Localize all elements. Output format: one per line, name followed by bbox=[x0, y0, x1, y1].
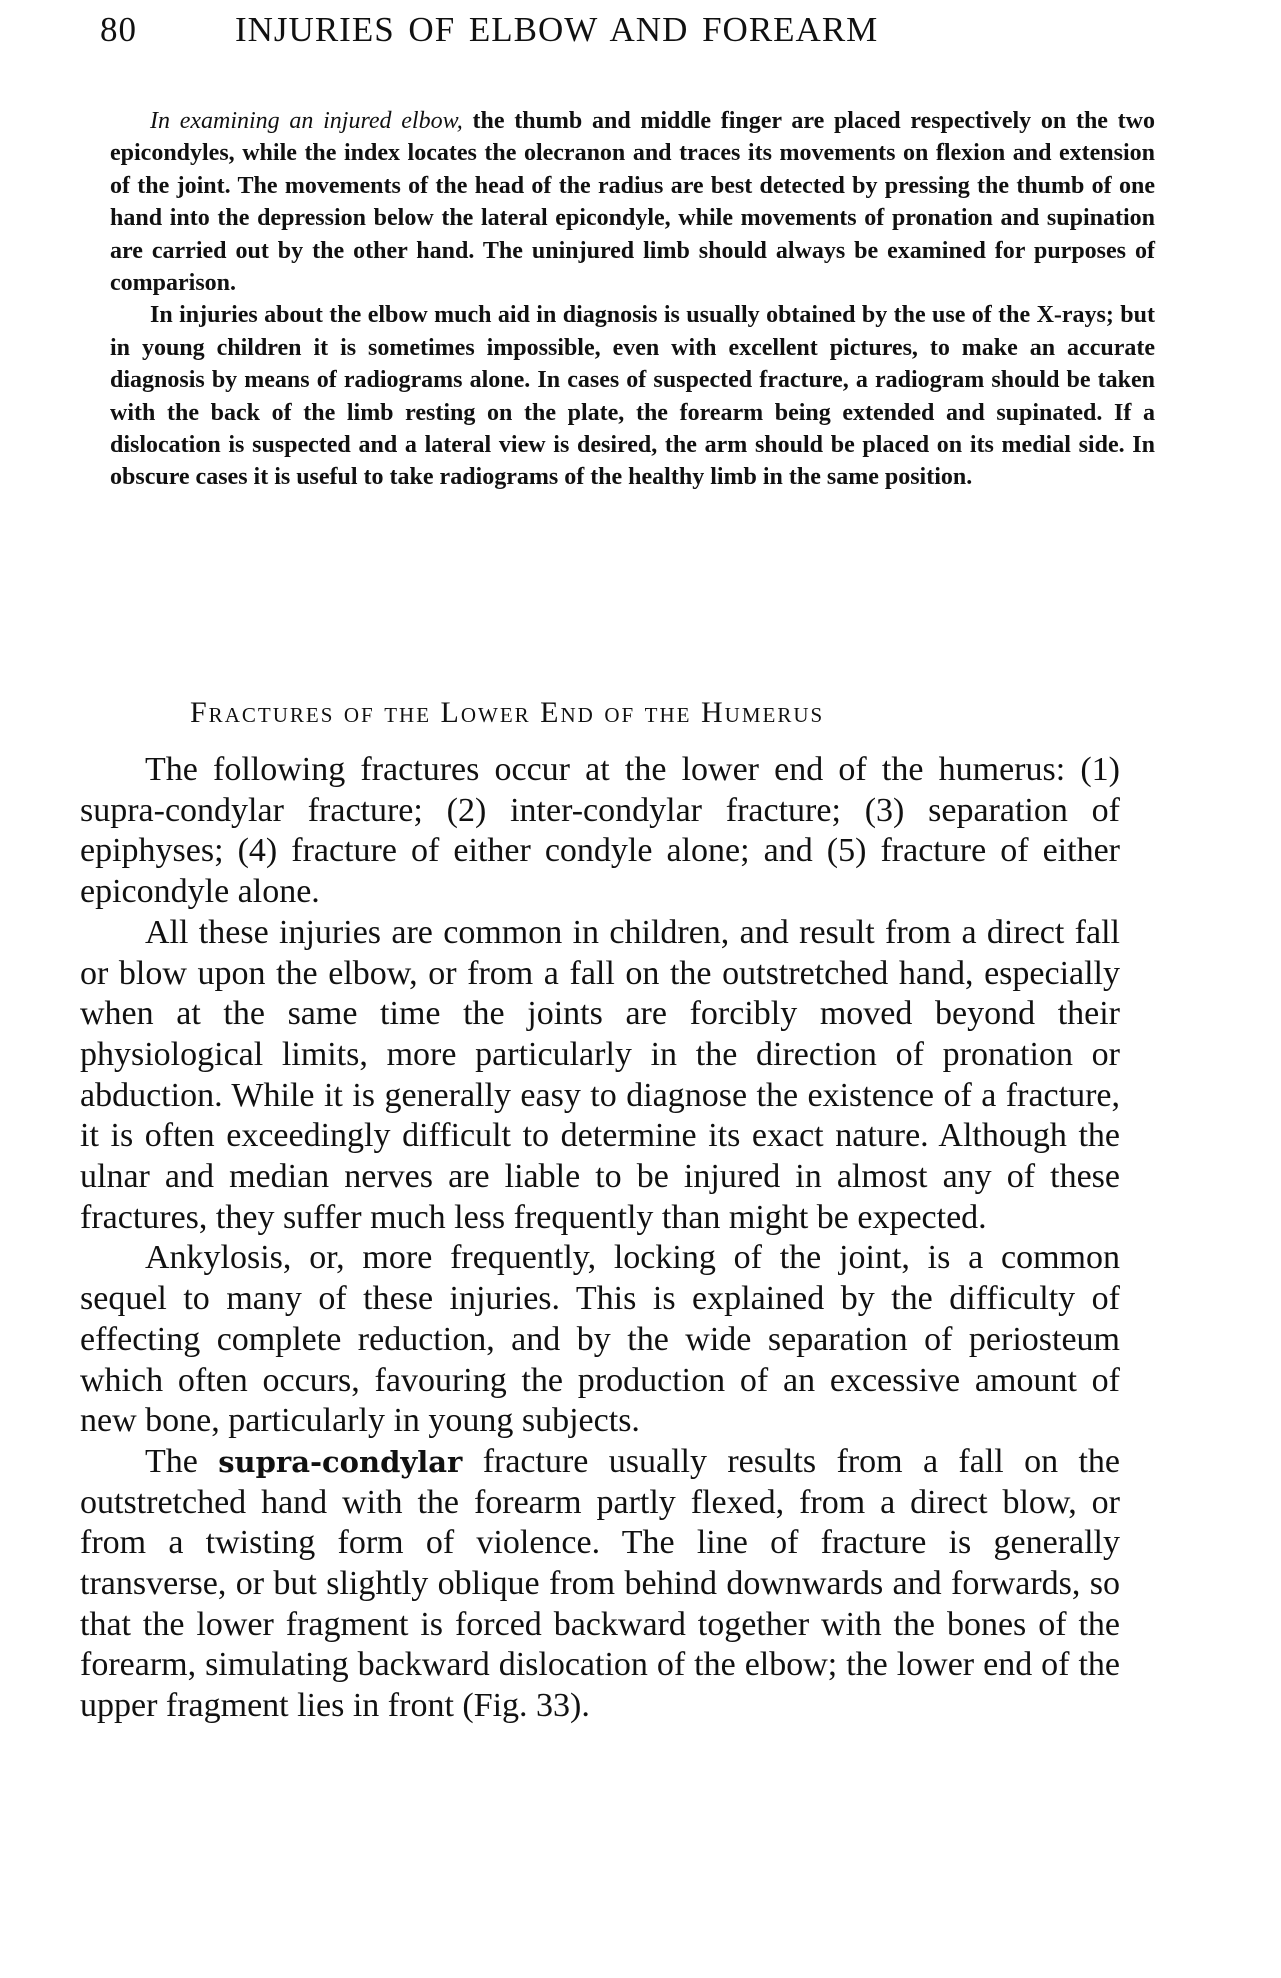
supra-condylar-paragraph bbox=[80, 1442, 1120, 1727]
section-heading: Fractures of the Lower End of the Humerus bbox=[190, 696, 825, 729]
page-number: 80 bbox=[100, 10, 137, 49]
examination-section bbox=[110, 105, 1155, 494]
italic-lead-phrase: In examining an injured elbow, bbox=[150, 108, 463, 134]
bold-term: supra-condylar bbox=[218, 1444, 463, 1479]
paragraph-lead: The bbox=[145, 1442, 219, 1480]
fracture-types-paragraph: The following fractures occur at the lower end of the humerus: (1) supra-condylar fracture; (2) inter-condylar fracture; (3) separation of epiphyses; (4) fracture of either condyle alone; and (5) fracture of either epicondyle alone. bbox=[80, 751, 1120, 911]
chapter-title: INJURIES OF ELBOW AND FOREARM bbox=[235, 10, 879, 49]
paragraph-text: fracture usually results from a fall on the outstretched hand with the forearm partly flexed, from a direct blow, or from a twisting form of violence. The line of fracture is generally transverse, or but slightly oblique from behind downwards and forwards, so that the lower fragment is forced backward together with the bones of the forearm, simulating backward dislocation of the elbow; the lower end of the upper fragment lies in front (Fig. 33). bbox=[80, 1442, 1120, 1725]
causes-paragraph: All these injuries are common in children, and result from a direct fall or blow upon the elbow, or from a fall on the outstretched hand, especially when at the same time the joints are forcibly moved beyond their physiological limits, more particularly in the direction of pronation or abduction. While it is generally easy to diagnose the existence of a fracture, it is often exceedingly difficult to determine its exact nature. Although the ulnar and median nerves are liable to be injured in almost any of these fractures, they suffer much less frequently than might be expected. bbox=[80, 913, 1120, 1236]
xray-paragraph: In injuries about the elbow much aid in diagnosis is usually obtained by the use of the X-rays; but in young children it is sometimes impossible, even with excellent pictures, to make an accurate diagnosis by means of radiograms alone. In cases of suspected fracture, a radiogram should be taken with the back of the limb resting on the plate, the forearm being extended and supinated. If a dislocation is suspected and a lateral view is desired, the arm should be placed on its medial side. In obscure cases it is useful to take radiograms of the healthy limb in the same position. bbox=[110, 302, 1155, 491]
section-body bbox=[80, 750, 1120, 1727]
ankylosis-paragraph: Ankylosis, or, more frequently, locking of the joint, is a common sequel to many of these injuries. This is explained by the difficulty of effecting complete reduction, and by the wide separation of periosteum which often occurs, favouring the production of an excessive amount of new bone, particularly in young subjects. bbox=[80, 1239, 1120, 1440]
examination-paragraph-text: the thumb and middle finger are placed respectively on the two epicondyles, while the index locates the olecranon and traces its movements on flexion and extension of the joint. The movements of the head of the radius are best detected by pressing the thumb of one hand into the depression below the lateral epicondyle, while movements of pronation and supination are carried out by the other hand. The uninjured limb should always be examined for purposes of comparison. bbox=[110, 108, 1155, 297]
examination-paragraph bbox=[110, 105, 1155, 299]
running-head bbox=[100, 10, 1100, 60]
